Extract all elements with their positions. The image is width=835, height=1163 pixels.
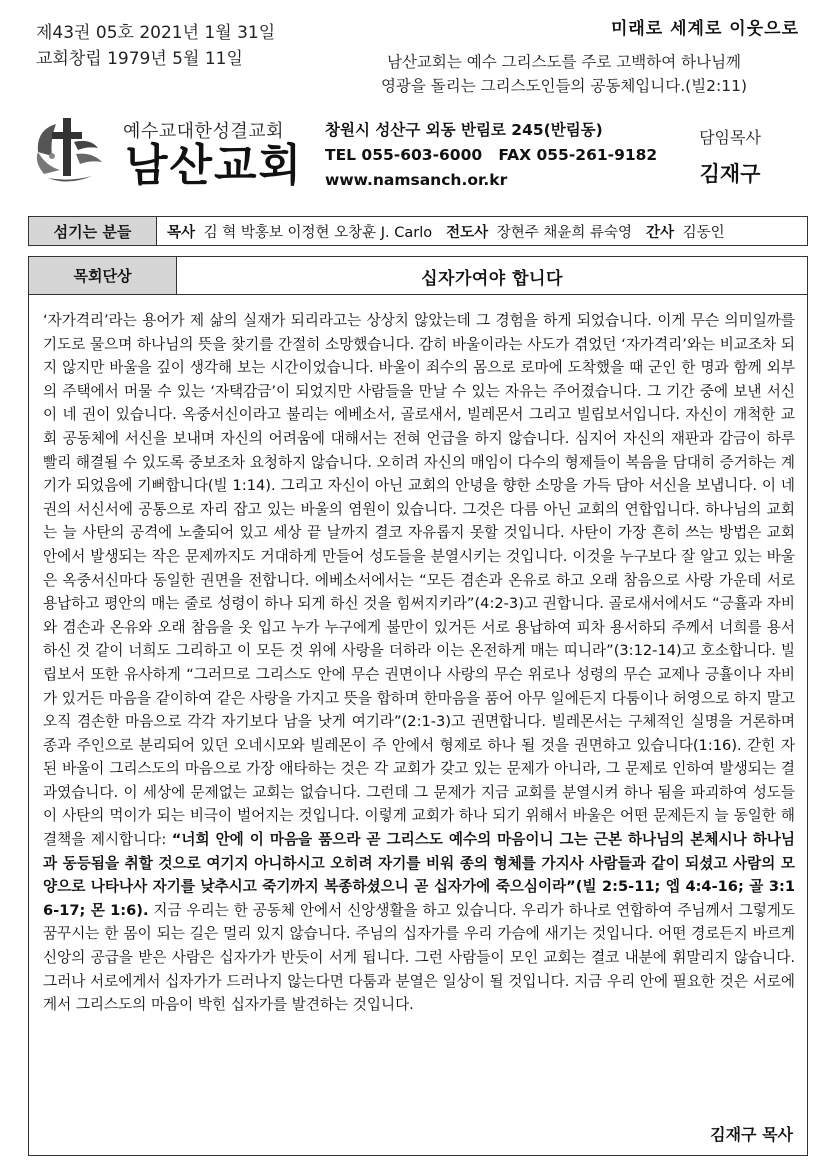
ministers-row	[28, 216, 808, 246]
author-signature: 김재구 목사	[710, 1125, 793, 1144]
contact-info	[325, 118, 657, 193]
senior-pastor	[665, 125, 795, 188]
secretary-name: 김동인	[682, 224, 725, 241]
denomination-name: 예수교대한성결교회	[123, 121, 284, 142]
article-body	[43, 309, 795, 1017]
article-text-part-2: 지금 우리는 한 공동체 안에서 신앙생활을 하고 있습니다. 우리가 하나로 연합하여 주님께서 그렇게도 꿈꾸시는 한 몸이 되는 길은 멀리 있지 않습니다. 주님의 십자가를 우리 가슴에 새기는 것입니다. 어떤 경로든지 바르게 신앙의 공급을 받은 사람은 십자가가 반듯이 서게 됩니다. 그런 사람들이 모인 교회는 결코 내분에 휘말리지 않습니다. 그러나 서로에게서 십자가가 드러나지 않는다면 다툼과 분열은 일상이 될 것입니다. 지금 우리 안에 필요한 것은 서로에게서 그리스도의 마음이 박힌 십자가를 발견하는 것입니다.	[43, 901, 795, 1014]
church-name: 남산교회	[125, 140, 304, 191]
section-label: 목회단상	[29, 257, 177, 295]
founded-line: 교회창립 1979년 5월 11일	[36, 49, 243, 69]
article-text-part-1: ‘자가격리’라는 용어가 제 삶의 실재가 되리라고는 상상치 않았는데 그 경험을 하게 되었습니다. 이게 무슨 의미일까를 기도로 물으며 하나님의 뜻을 찾기를 간절히 소망했습니다. 감히 바울이라는 사도가 겪었던 ‘자가격리’와는 비교조차 되지 않지만 바울을 깊이 생각해 보는 시간이었습니다. 바울이 죄수의 몸으로 로마에 도착했을 때 군인 한 명과 함께 외부의 주택에서 머물 수 있는 ‘자택감금’이 되었지만 사람들을 만날 수 있는 자유는 주어졌습니다. 그 기간 중에 보낸 서신이 네 권이 있습니다. 옥중서신이라고 불리는 에베소서, 골로새서, 빌레몬서 그리고 빌립보서입니다. 자신이 개척한 교회 공동체에 서신을 보내며 자신의 어려움에 대해서는 전혀 언급을 하지 않습니다. 심지어 자신의 재판과 감금이 하루 빨리 해결될 수 있도록 중보조차 요청하지 않습니다. 오히려 자신의 매임이 다수의 형제들이 복음을 담대히 증거하는 계기가 되었음에 기뻐합니다(빌 1:14). 그리고 자신이 아닌 교회의 안녕을 향한 소망을 가득 담아 서신을 보냅니다. 이 네 권의 서신서에 공통으로 자리 잡고 있는 바울의 염원이 있습니다. 그것은 다름 아닌 교회의 연합입니다. 하나님의 교회는 늘 사탄의 공격에 노출되어 있고 세상 끝 날까지 결코 자유롭지 못할 것입니다. 사탄이 가장 흔히 쓰는 방법은 교회 안에서 발생되는 작은 문제까지도 거대하게 만들어 성도들을 분열시키는 것입니다. 이것을 누구보다 잘 알고 있는 바울은 옥중서신마다 동일한 권면을 전합니다. 에베소서에서는 “모든 겸손과 온유로 하고 오래 참음으로 사랑 가운데 서로 용납하고 평안의 매는 줄로 성령이 하나 되게 하신 것을 힘써지키라”(4:2-3)고 권합니다. 골로새서에서도 “긍휼과 자비와 겸손과 온유와 오래 참음을 옷 입고 누가 누구에게 불만이 있거든 서로 용납하여 피차 용서하되 주께서 너희를 용서하신 것 같이 너희도 그리하고 이 모든 것 위에 사랑을 더하라 이는 온전하게 매는 띠니라”(3:12-14)고 호소합니다. 빌립보서 또한 유사하게 “그러므로 그리스도 안에 무슨 권면이나 사랑의 무슨 위로나 성령의 무슨 교제나 긍휼이나 자비가 있거든 마음을 같이하여 같은 사랑을 가지고 뜻을 합하며 한마음을 품어 아무 일에든지 다툼이나 허영으로 하지 말고 오직 겸손한 마음으로 각각 자기보다 남을 낫게 여기라”(2:1-3)고 권면합니다. 빌레몬서는 구체적인 실명을 거론하며 종과 주인으로 분리되어 있던 오네시모와 빌레몬이 주 안에서 형제로 하나 될 것을 권면하고 있습니다(1:16). 갇힌 자 된 바울이 그리스도의 마음으로 가장 애타하는 것은 각 교회가 갖고 있는 문제가 아니라, 그 문제로 인하여 발생되는 결과였습니다. 이 세상에 문제없는 교회는 없습니다. 그런데 그 문제가 지금 교회를 분열시켜 하나 됨을 파괴하여 성도들이 사탄의 먹이가 되는 비극이 벌어지는 것입니다. 이렇게 교회가 하나 되기 위해서 바울은 어떤 문제든지 늘 동일한 해결책을 제시합니다:	[43, 312, 796, 849]
pastors-label: 목사	[167, 224, 196, 241]
secretary-group	[646, 221, 725, 242]
pastor-name: 김재구	[699, 162, 761, 186]
evangelists-label: 전도사	[446, 224, 489, 241]
church-identity	[329, 50, 799, 98]
secretary-label: 간사	[646, 224, 675, 241]
article-title: 십자가여야 합니다	[421, 268, 563, 289]
pastoral-column	[28, 256, 808, 1156]
identity-line-1: 남산교회는 예수 그리스도를 주로 고백하여 하나님께	[386, 53, 742, 71]
church-motto: 미래로 세계로 이웃으로	[610, 19, 799, 39]
pastors-group	[167, 221, 432, 242]
evangelists-names: 장현주 채윤희 류숙영	[496, 224, 633, 241]
church-logo-icon	[30, 112, 108, 188]
phone-fax: TEL 055-603-6000 FAX 055-261-9182	[325, 146, 658, 164]
issue-info	[36, 20, 275, 72]
evangelists-group	[446, 221, 632, 242]
pastor-role: 담임목사	[699, 128, 761, 147]
identity-line-2: 영광을 돌리는 그리스도인들의 공동체입니다.(빌2:11)	[380, 77, 748, 95]
address: 창원시 성산구 외동 반림로 245(반림동)	[325, 121, 603, 139]
issue-line: 제43권 05호 2021년 1월 31일	[36, 23, 276, 43]
pastors-names: 김 혁 박홍보 이정현 오창훈 J. Carlo	[203, 224, 433, 241]
section-title-bar	[177, 257, 807, 295]
ministers-label: 섬기는 분들	[29, 217, 157, 245]
ministers-list	[167, 217, 739, 245]
website-link[interactable]: www.namsanch.or.kr	[325, 171, 508, 189]
article-scripture-quote: “너희 안에 이 마음을 품으라 곧 그리스도 예수의 마음이니 그는 근본 하나님의 본체시나 하나님과 동등됨을 취할 것으로 여기지 아니하시고 오히려 자기를 비워 종의 형체를 가지사 사람들과 같이 되셨고 사람의 모양으로 나타나사 자기를 낮추시고 죽기까지 복종하셨으니 곧 십자가에 죽으심이라”(빌 2:5-11; 엡 4:4-16; 골 3:16-17; 몬 1:6).	[43, 831, 795, 919]
